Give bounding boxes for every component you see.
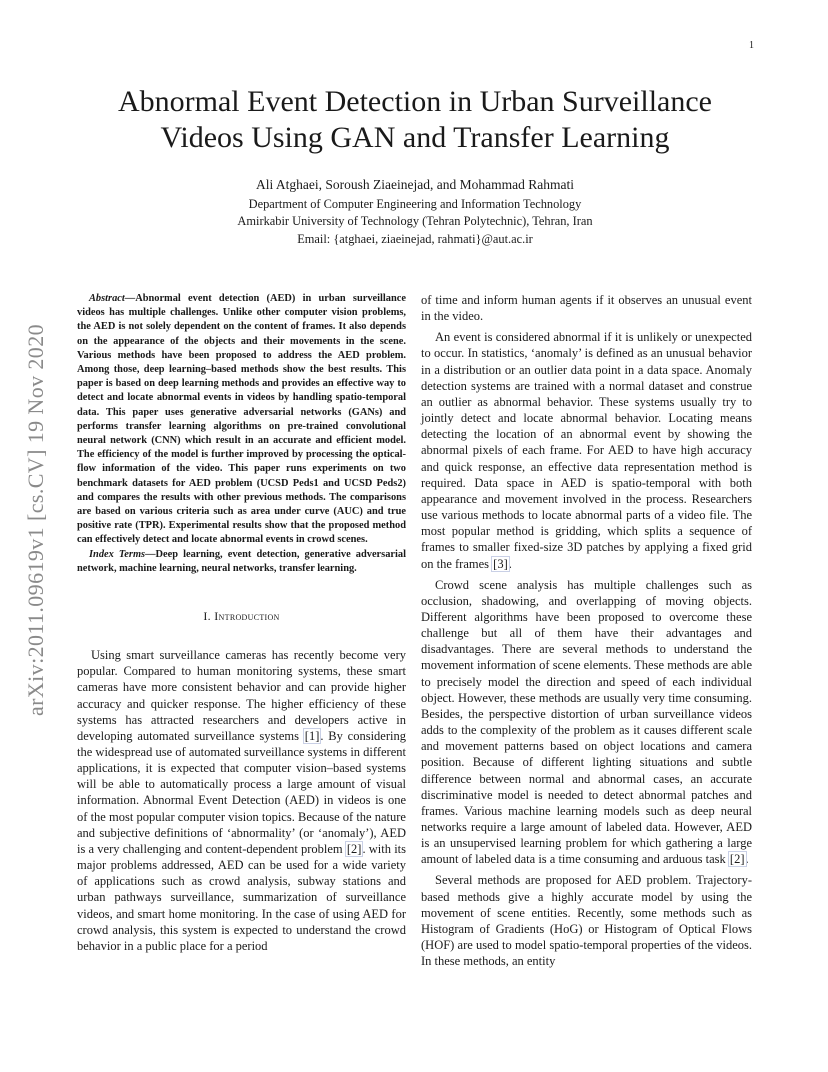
email: Email: {atghaei, ziaeinejad, rahmati}@aut.ac.ir [297, 231, 533, 246]
page-number: 1 [749, 40, 754, 51]
department: Department of Computer Engineering and Information Technology [248, 197, 582, 211]
left-column [77, 292, 406, 954]
index-terms [77, 548, 406, 576]
section-heading [77, 609, 406, 624]
right-column [421, 292, 752, 974]
title-line-2: Videos Using GAN and Transfer Learning [160, 121, 670, 154]
abstract-text: —Abnormal event detection (AED) in urban surveillance videos has multiple challenges. Unlike other computer vision problems, the AED is not solely dependent on the content of frames. It also depends on the appearance of the objects and their movements in the scene. Various methods have been proposed to address the AED problem. Among those, deep learning–based methods show the best results. This paper is based on deep learning methods and provides an effective way to detect and locate abnormal events in videos by handling spatio-temporal data. This paper uses generative adversarial networks (GANs) and performs transfer learning algorithms on pre-trained convolutional neural network (CNN) which result in an accurate and efficient model. The efficiency of the model is further improved by processing the optical-flow information of the video. This paper runs experiments on two benchmark datasets for AED problem (UCSD Peds1 and UCSD Peds2) and compares the results with other previous methods. The comparisons are based on various criteria such as area under curve (AUC) and true positive rate (TPR). Experimental results show that the proposed method can effectively detect and locate abnormal events in crowd scenes. [77, 293, 406, 546]
abstract [77, 292, 406, 548]
citation-link[interactable]: [3] [493, 556, 508, 571]
intro-text-b: . By considering the widespread use of automated surveillance systems in different applications, it is expected that computer vision–based systems will be able to automatically process a large amount of visual information. Abnormal Event Detection (AED) in videos is one of the most popular computer vision topics. Because of the nature and subjective definitions of ‘abnormality’ (or ‘anomaly’), AED is a very challenging and content-dependent problem [77, 728, 406, 856]
intro-paragraph-1 [77, 647, 406, 954]
intro-text-a: Using smart surveillance cameras has recently become very popular. Compared to human monitoring systems, these smart cameras have more consistent behavior and can provide higher accuracy and quicker response. The higher efficiency of these systems has attracted researchers and developers active in developing automated surveillance systems [77, 648, 406, 743]
index-terms-text: —Deep learning, event detection, generative adversarial network, machine learning, neural networks, transfer learning. [77, 548, 406, 574]
author-list: Ali Atghaei, Soroush Ziaeinejad, and Mohammad Rahmati [256, 177, 574, 192]
intro-text-c: . with its major problems addressed, AED can be used for a wide variety of applications such as crowd analysis, subway stations and urban pathways surveillance, summarization of surveillance videos, and smart home monitoring. In the case of using AED for crowd analysis, this system is expected to understand the crowd behavior in a public place for a period [77, 841, 406, 953]
right-paragraph-1: of time and inform human agents if it observes an unusual event in the video. [421, 293, 752, 324]
arxiv-identifier: arXiv:2011.09619v1 [cs.CV] 19 Nov 2020 [23, 323, 48, 717]
right-paragraph-3 [421, 577, 752, 868]
title-line-1: Abnormal Event Detection in Urban Surveillance [118, 85, 712, 118]
right-p2-text-b: . [508, 556, 512, 571]
right-paragraph-2 [421, 329, 752, 571]
citation-link[interactable]: [2] [729, 852, 745, 867]
university: Amirkabir University of Technology (Tehran Polytechnic), Tehran, Iran [237, 214, 593, 229]
affiliation-block [70, 196, 760, 248]
right-paragraph-4: Several methods are proposed for AED problem. Trajectory-based methods give a highly accurate model by using the movement of scene entities. Recently, some methods such as Histogram of Gradients (HoG) or Histogram of Optical Flows (HOF) are used to model spatio-temporal properties of the videos. In these methods, an entity [421, 873, 752, 969]
abstract-lead: Abstract [89, 293, 125, 304]
paper-title [70, 84, 760, 156]
right-p3-text-a: Crowd scene analysis has multiple challenges such as occlusion, shadowing, and overlapping of moving objects. Different algorithms have been proposed to overcome these challenge but all of them have their advantages and disadvantages. There are several methods to understand the movement information of scene elements. These methods are able to precisely model the direction and speed of each individual object. However, these methods are usually very time consuming. Besides, the perspective distortion of urban surveillance videos adds to the complexity of the problem as it causes different scale and movement patterns based on object locations and camera position. Because of different lighting situations and subtle difference between normal and abnormal cases, an accurate discriminative model is needed to detect abnormal patches and frames. Various machine learning models such as deep neural networks require a large amount of labeled data. However, AED is an unsupervised learning problem for which gathering a large amount of labeled data is a time consuming and arduous task [421, 577, 752, 867]
right-p2-text-a: An event is considered abnormal if it is unlikely or unexpected to occur. In statistics, ‘anomaly’ is defined as an unusual behavior in a distribution or an outlier data point in a data space. Anomaly detection systems are trained with a normal dataset and construe an outlier as abnormal behavior. These systems usually try to jointly detect and locate abnormal behavior. Locating means detecting the location of an abnormal event by showing the abnormal pixels of each frame. For AED to have high accuracy and quick response, an effective data representation method is required. Data space in AED is spatio-temporal with both appearance and movement involved in the process. Researchers use various methods to locate abnormal parts of a video file. The most popular method is gridding, which splits a sequence of frames to smaller fixed-size 3D patches by applying a fixed grid on the frames [421, 330, 752, 571]
section-title: Introduction [214, 609, 280, 624]
section-numeral: I. [203, 609, 215, 624]
right-p3-text-b: . [745, 852, 749, 867]
index-terms-lead: Index Terms [89, 548, 146, 560]
citation-link[interactable]: [2] [346, 841, 362, 856]
citation-link[interactable]: [1] [304, 728, 320, 743]
